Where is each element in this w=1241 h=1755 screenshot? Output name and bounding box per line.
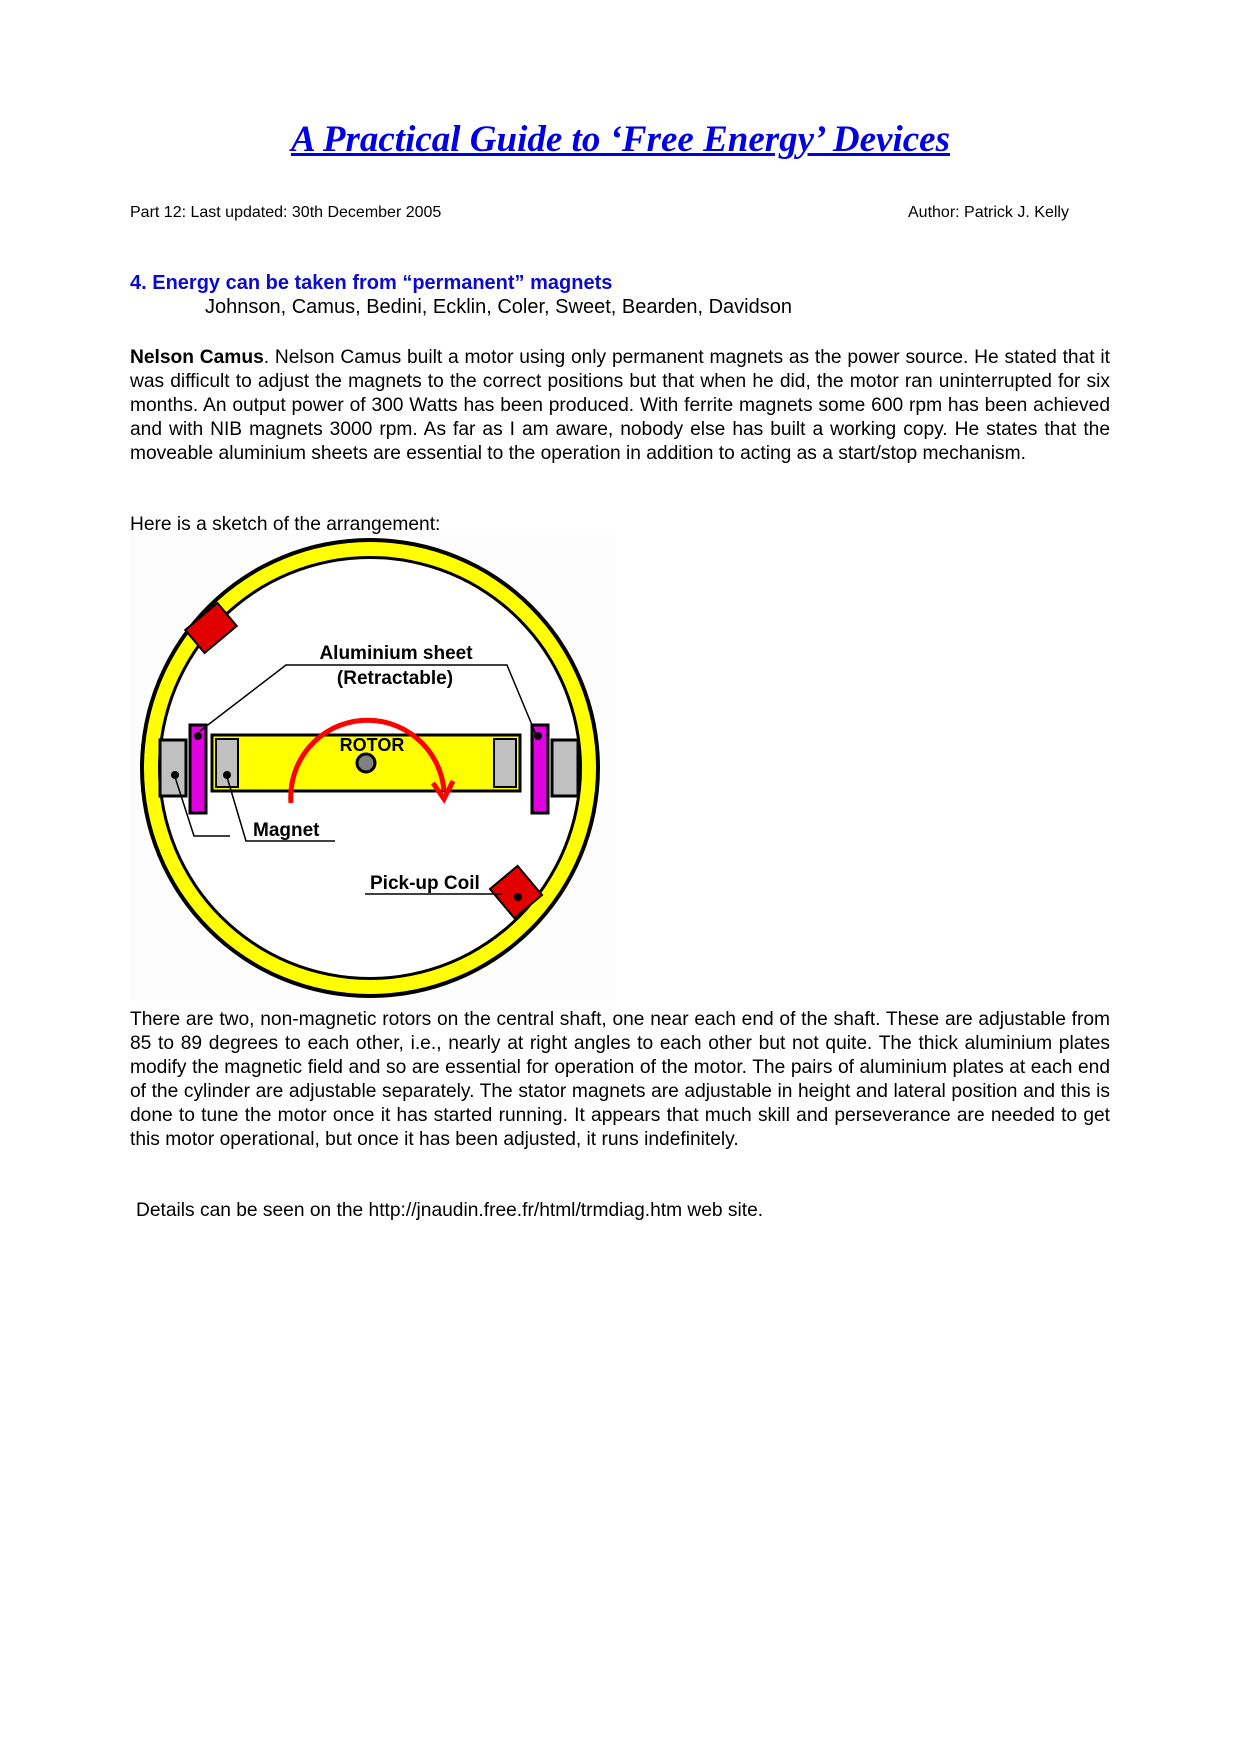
author-info: Author: Patrick J. Kelly [908,204,1069,221]
camus-motor-diagram [130,535,616,1001]
label-aluminium-sheet: Aluminium sheet [319,643,473,664]
label-retractable: (Retractable) [336,668,454,689]
paragraph-camus [130,346,1110,466]
rotor-end-magnet-left [216,739,238,787]
part-info: Part 12: Last updated: 30th December 2005 [130,204,442,221]
stator-magnet-right [552,740,578,796]
section-heading: 4. Energy can be taken from “permanent” magnets [130,272,613,294]
label-rotor: ROTOR [339,735,405,755]
paragraph-details-link: Details can be seen on the http://jnaudin.free.fr/html/trmdiag.htm web site. [136,1200,764,1221]
rotor-shaft [357,754,375,772]
label-pickup-coil: Pick-up Coil [370,873,480,894]
document-title: A Practical Guide to ‘Free Energy’ Devices [290,119,950,160]
pickup-coil-pivot [514,893,522,901]
camus-lead: Nelson Camus [130,347,264,368]
label-magnet: Magnet [253,820,320,841]
rotor-end-magnet-right [494,739,516,787]
section-names: Johnson, Camus, Bedini, Ecklin, Coler, Sweet, Bearden, Davidson [205,296,792,318]
sheet-pivot-left [194,732,202,740]
stator-magnet-left [160,740,186,796]
paragraph-rotors: There are two, non-magnetic rotors on the central shaft, one near each end of the shaft. These are adjustable from 85 to 89 degrees to each other, i.e., nearly at right angles to each other but not quite. The thick aluminium plates modify the magnetic field and so are essential for operation of the motor. The pairs of aluminium plates at each end of the cylinder are adjustable separately. The stator magnets are adjustable in height and lateral position and this is done to tune the motor once it has started running. It appears that much skill and perseverance are needed to get this motor operational, but once it has been adjusted, it runs indefinitely. [130,1009,1110,1150]
paragraph-sketch-intro: Here is a sketch of the arrangement: [130,514,441,535]
camus-text: . Nelson Camus built a motor using only permanent magnets as the power source. He stated that it was difficult to adjust the magnets to the correct positions but that when he did, the motor ran uninterrupted for six months. An output power of 300 Watts has been produced. With ferrite magnets some 600 rpm has been achieved and with NIB magnets 3000 rpm. As far as I am aware, nobody else has built a working copy. He states that the moveable aluminium sheets are essential to the operation in addition to acting as a start/stop mechanism. [130,347,1110,464]
